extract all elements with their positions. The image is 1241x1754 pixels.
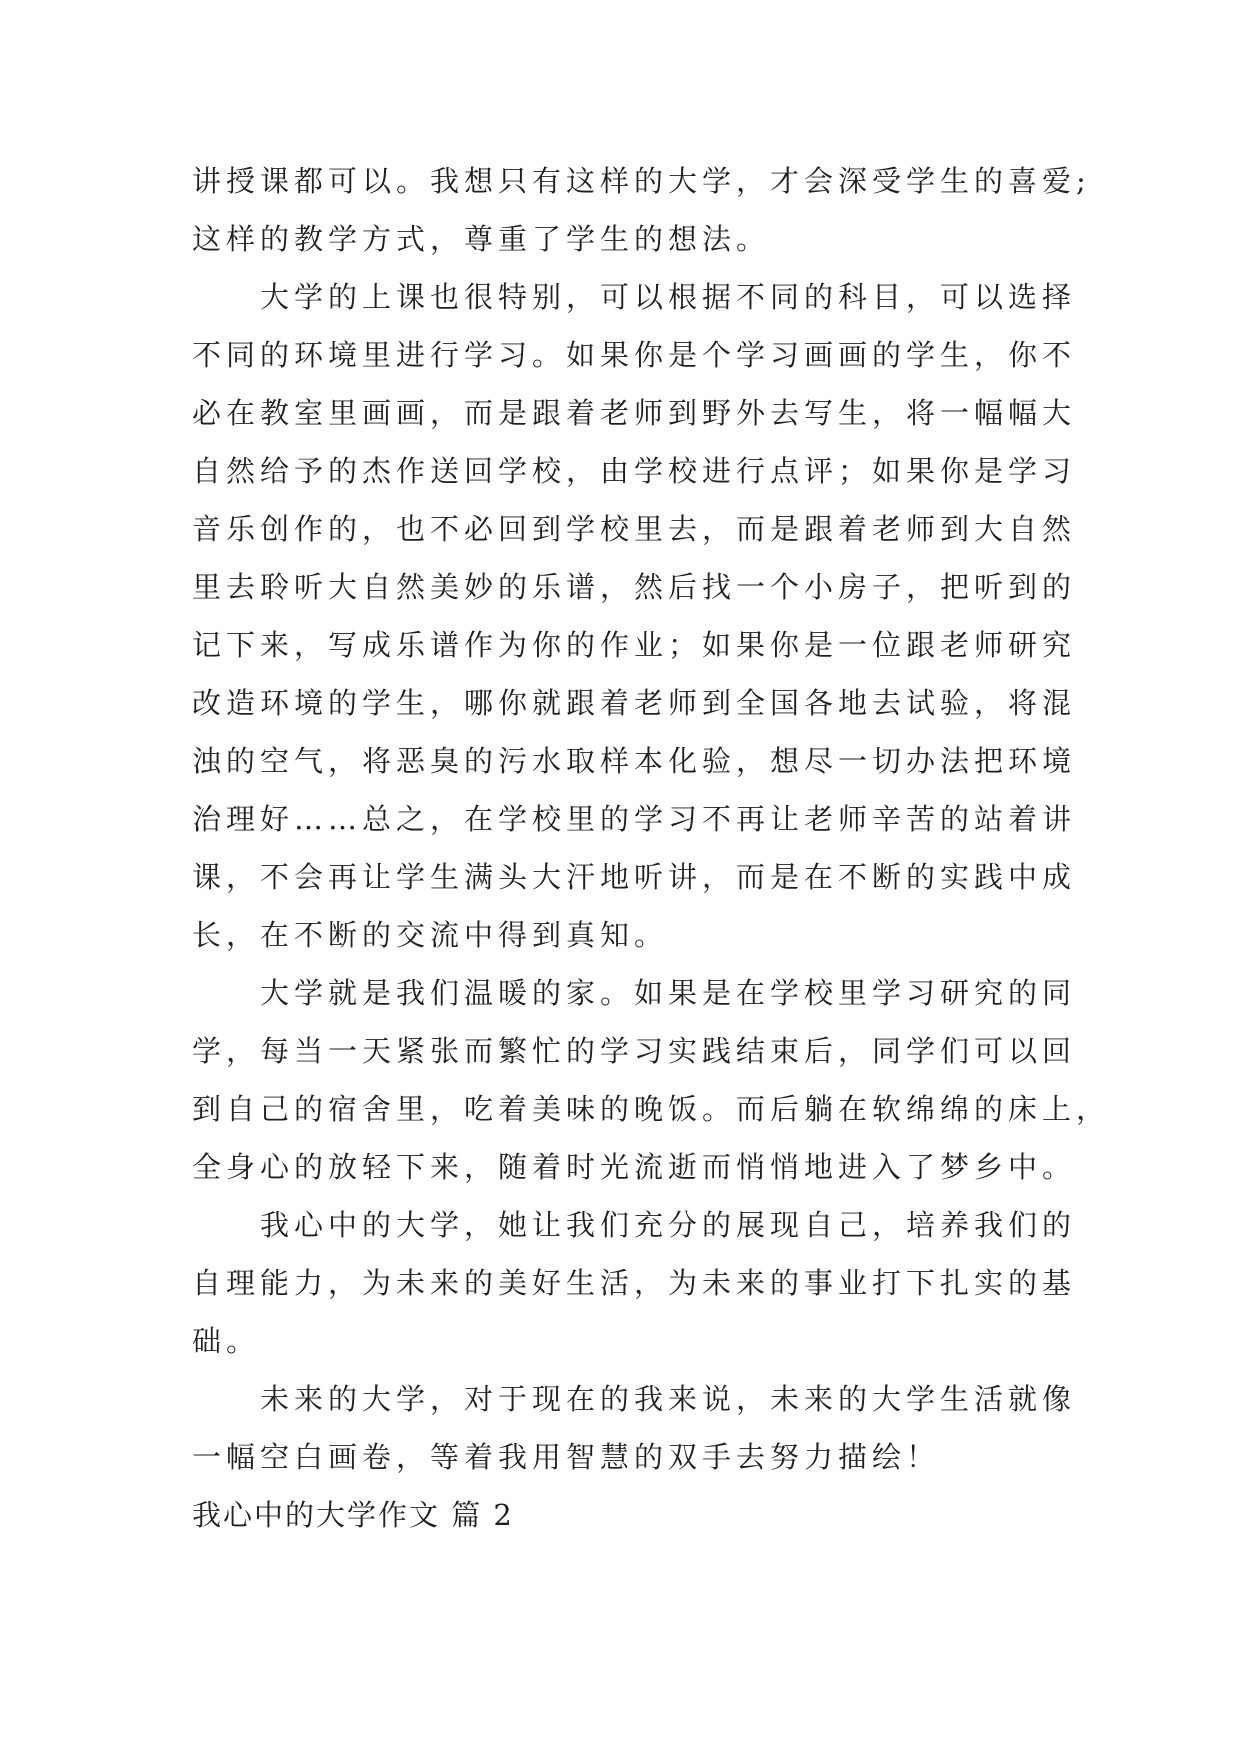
text-line: 大学的上课也很特别，可以根据不同的科目，可以选择 [260, 280, 1077, 314]
text-line: 础。 [192, 1324, 261, 1358]
paragraph [192, 1196, 1077, 1370]
text-line: 浊的空气，将恶臭的污水取样本化验，想尽一切办法把环境 [192, 744, 1077, 778]
text-line: 我心中的大学，她让我们充分的展现自己，培养我们的 [260, 1208, 1077, 1242]
text-line: 自理能力，为未来的美好生活，为未来的事业打下扎实的基 [192, 1266, 1077, 1300]
text-line: 音乐创作的，也不必回到学校里去，而是跟着老师到大自然 [192, 512, 1077, 546]
text-line: 到自己的宿舍里，吃着美味的晚饭。而后躺在软绵绵的床上， [192, 1092, 1111, 1126]
text-line: 一幅空白画卷，等着我用智慧的双手去努力描绘！ [192, 1440, 941, 1474]
text-line: 改造环境的学生，哪你就跟着老师到全国各地去试验，将混 [192, 686, 1077, 720]
paragraph [192, 964, 1111, 1196]
text-line: 全身心的放轻下来，随着时光流逝而悄悄地进入了梦乡中。 [192, 1150, 1077, 1184]
text-line: 大学就是我们温暖的家。如果是在学校里学习研究的同 [260, 976, 1077, 1010]
text-line: 里去聆听大自然美妙的乐谱，然后找一个小房子，把听到的 [192, 570, 1077, 604]
section-heading: 我心中的大学作文 篇 2 [192, 1498, 514, 1532]
paragraph [192, 1370, 1077, 1486]
paragraph [192, 152, 1091, 268]
paragraph [192, 268, 1077, 964]
text-line: 课，不会再让学生满头大汗地听讲，而是在不断的实践中成 [192, 860, 1077, 894]
essay-body [192, 152, 1111, 1544]
text-line: 这样的教学方式，尊重了学生的想法。 [192, 222, 771, 256]
text-line: 长，在不断的交流中得到真知。 [192, 918, 669, 952]
text-line: 学，每当一天紧张而繁忙的学习实践结束后，同学们可以回 [192, 1034, 1077, 1068]
text-line: 讲授课都可以。我想只有这样的大学，才会深受学生的喜爱; [192, 164, 1091, 198]
text-line: 记下来，写成乐谱作为你的作业；如果你是一位跟老师研究 [192, 628, 1077, 662]
text-line: 自然给予的杰作送回学校，由学校进行点评；如果你是学习 [192, 454, 1077, 488]
text-line: 不同的环境里进行学习。如果你是个学习画画的学生，你不 [192, 338, 1077, 372]
text-line: 必在教室里画画，而是跟着老师到野外去写生，将一幅幅大 [192, 396, 1077, 430]
text-line: 未来的大学，对于现在的我来说，未来的大学生活就像 [260, 1382, 1077, 1416]
text-line: 治理好……总之，在学校里的学习不再让老师辛苦的站着讲 [192, 802, 1077, 836]
